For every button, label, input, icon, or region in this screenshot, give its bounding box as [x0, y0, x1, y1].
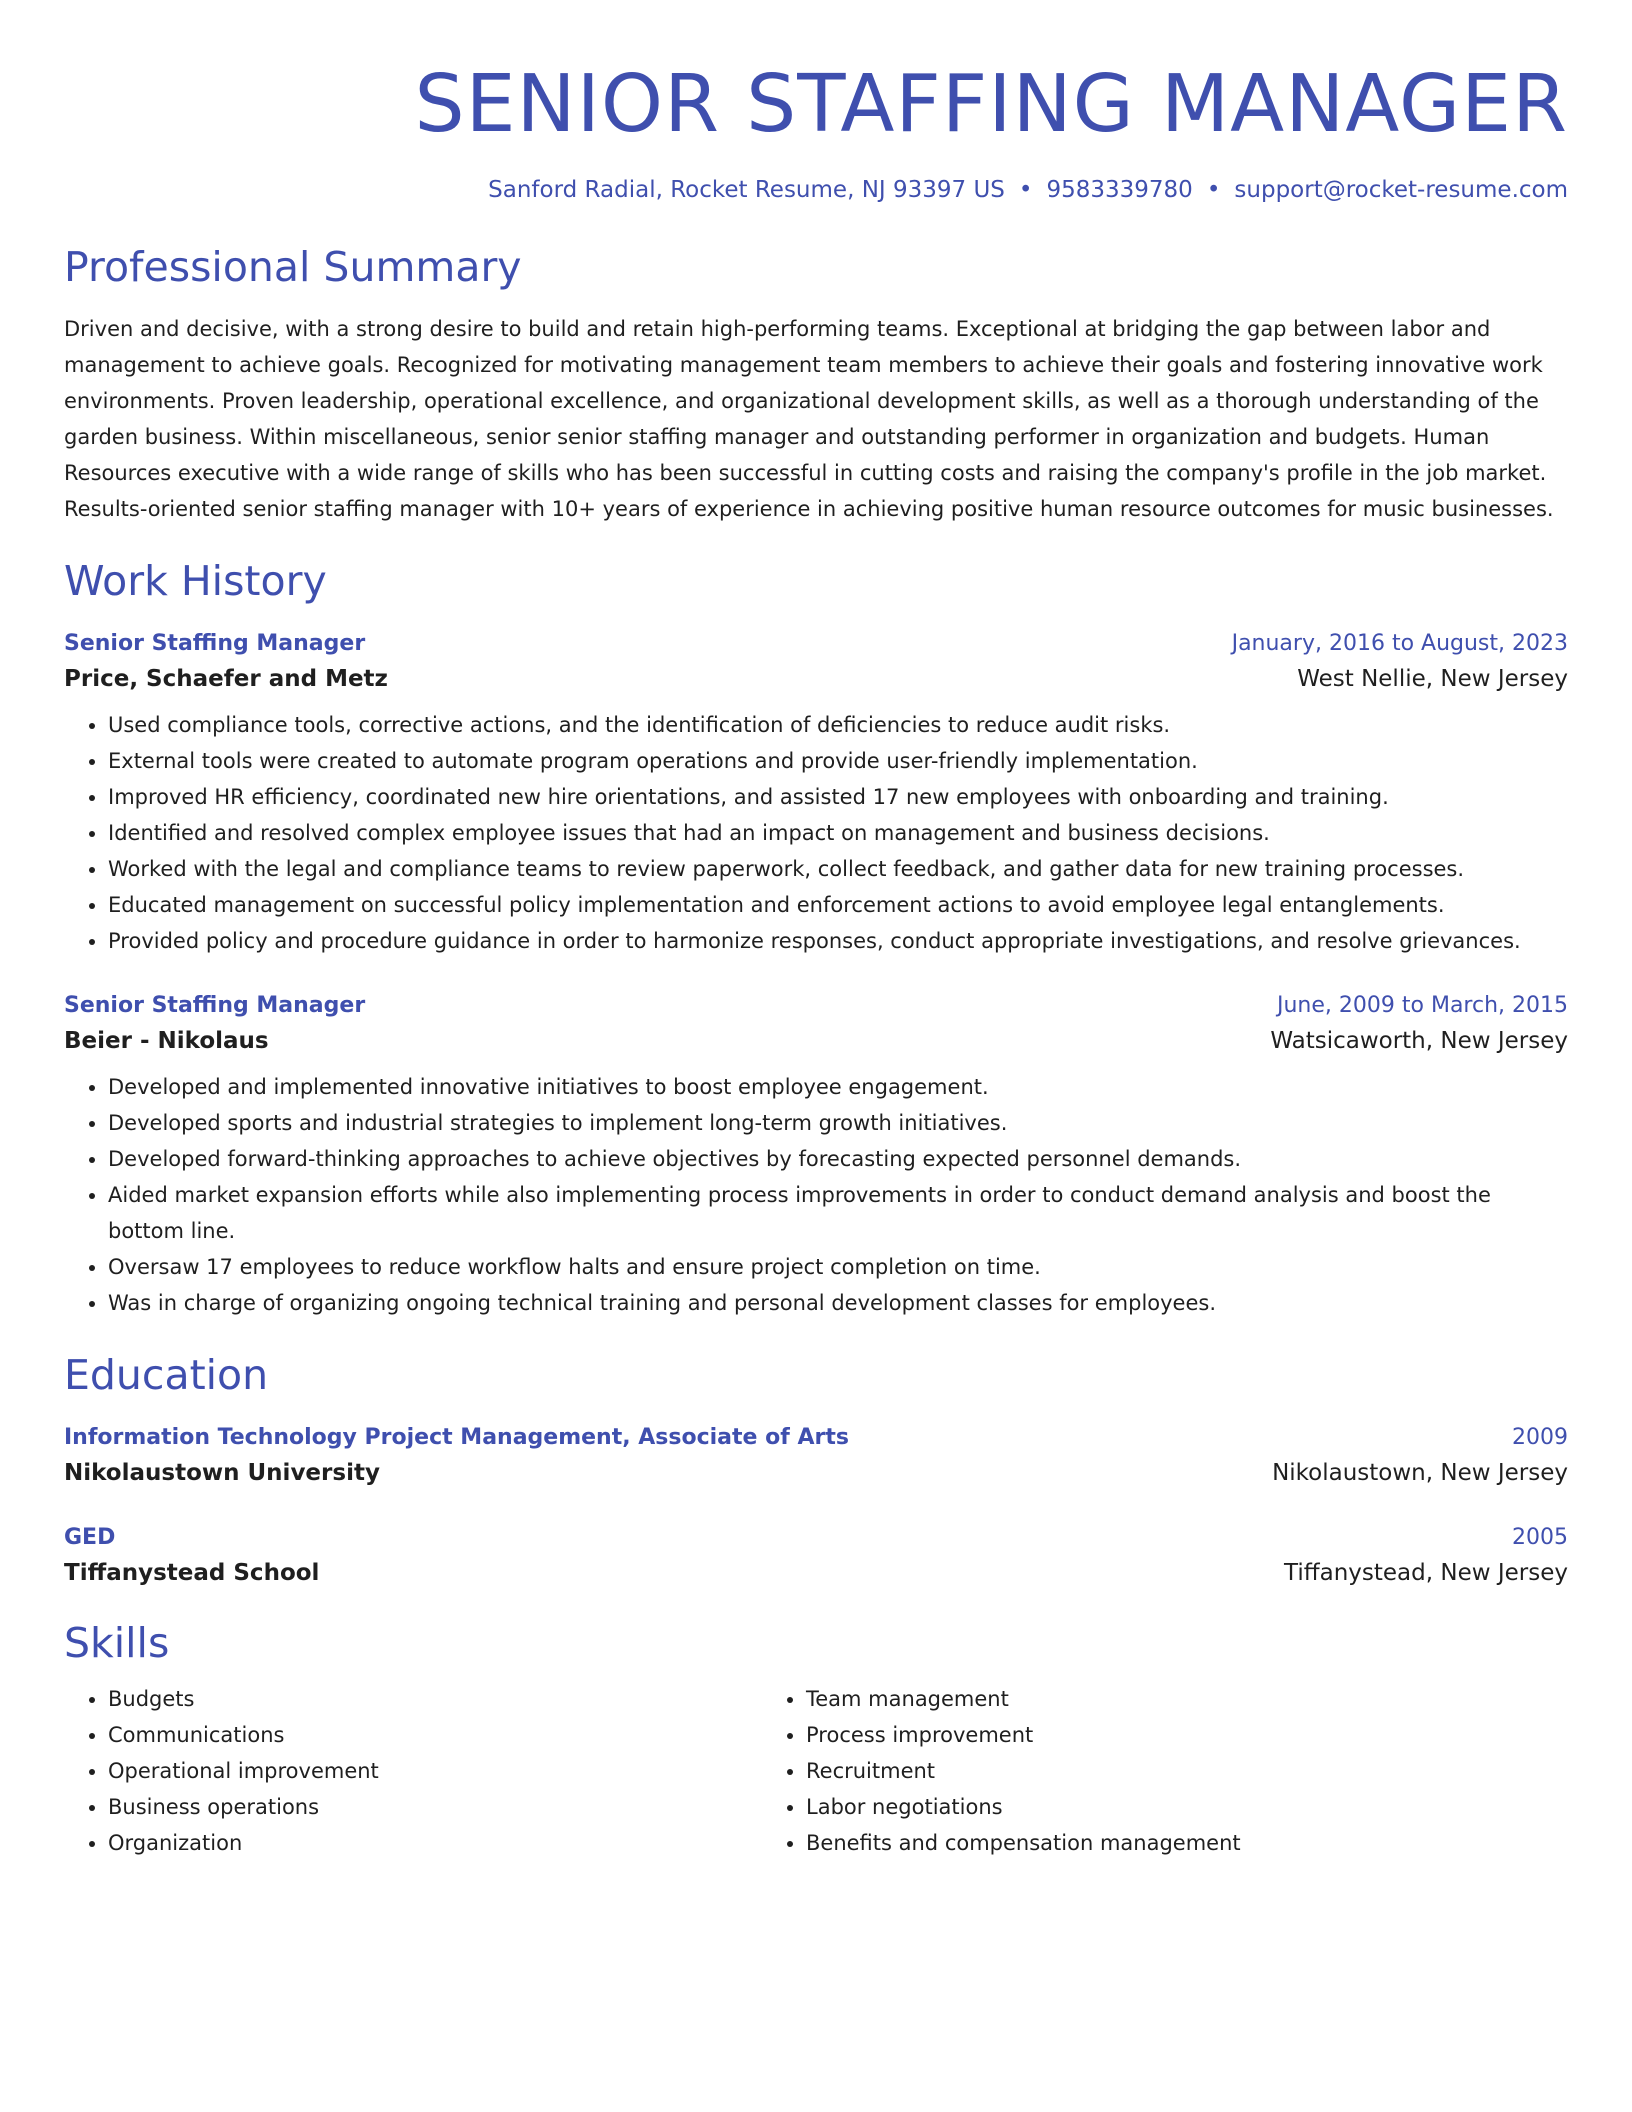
skill-item: • Benefits and compensation management [806, 1825, 1460, 1861]
skill-item: • Recruitment [806, 1753, 1460, 1789]
summary-heading: Professional Summary [64, 243, 522, 291]
job-company: Price, Schaefer and Metz [64, 666, 388, 692]
contact-separator: • [1206, 177, 1221, 203]
skill-item: • Labor negotiations [806, 1789, 1460, 1825]
job-company: Beier - Nikolaus [64, 1028, 269, 1054]
skill-item: • Budgets [108, 1681, 762, 1717]
skill-item: • Team management [806, 1681, 1460, 1717]
job-bullets [64, 1069, 1568, 1321]
education-heading: Education [64, 1351, 269, 1399]
education-school: Tiffanystead School [64, 1560, 320, 1586]
contact-line [64, 175, 1568, 205]
education-school: Nikolaustown University [64, 1460, 380, 1486]
skills-list-left [64, 1681, 762, 1861]
job-bullet: • Aided market expansion efforts while also implementing process improvements in order to conduct demand analysis and boost the bottom line. [108, 1177, 1568, 1249]
job-bullet: • Developed and implemented innovative initiatives to boost employee engagement. [108, 1069, 1568, 1105]
job-title: Senior Staffing Manager [64, 631, 366, 656]
job-location: Watsicaworth, New Jersey [1270, 1028, 1568, 1054]
job-bullet: • Identified and resolved complex employee issues that had an impact on management and business decisions. [108, 815, 1568, 851]
job-bullet: • Developed forward-thinking approaches to achieve objectives by forecasting expected personnel demands. [108, 1141, 1568, 1177]
skill-item: • Communications [108, 1717, 762, 1753]
education-entry [64, 1421, 1568, 1491]
job-location: West Nellie, New Jersey [1297, 666, 1568, 692]
job-bullet: • Worked with the legal and compliance teams to review paperwork, collect feedback, and gather data for new training processes. [108, 851, 1568, 887]
job-dates: January, 2016 to August, 2023 [1231, 631, 1568, 656]
contact-email: support@rocket-resume.com [1234, 177, 1568, 203]
contact-phone: 9583339780 [1046, 177, 1193, 203]
contact-separator: • [1018, 177, 1033, 203]
job-dates: June, 2009 to March, 2015 [1277, 993, 1568, 1018]
job-bullet: • Developed sports and industrial strategies to implement long-term growth initiatives. [108, 1105, 1568, 1141]
education-degree: Information Technology Project Management, Associate of Arts [64, 1425, 849, 1450]
contact-address: Sanford Radial, Rocket Resume, NJ 93397 US [488, 177, 1005, 203]
skills-columns [64, 1681, 1568, 1861]
job-bullet: • Was in charge of organizing ongoing technical training and personal development classes for employees. [108, 1285, 1568, 1321]
job-entry [64, 627, 1568, 959]
summary-text: Driven and decisive, with a strong desire to build and retain high-performing teams. Exceptional at bridging the gap between labor and management to achieve goals. Recognized for motivating management team members to achieve their goals and fostering innovative work environments. Proven leadership, operational excellence, and organizational development skills, as well as a thorough understanding of the garden business. Within miscellaneous, senior senior staffing manager and outstanding performer in organization and budgets. Human Resources executive with a wide range of skills who has been successful in cutting costs and raising the company's profile in the job market. Results-oriented senior staffing manager with 10+ years of experience in achieving positive human resource outcomes for music businesses. [64, 317, 1554, 521]
education-location: Nikolaustown, New Jersey [1272, 1460, 1568, 1486]
job-entry [64, 989, 1568, 1321]
work-history-heading: Work History [64, 557, 327, 605]
skills-list-right [762, 1681, 1460, 1861]
education-year: 2005 [1512, 1525, 1568, 1550]
education-year: 2009 [1512, 1425, 1568, 1450]
resume-page [64, 0, 1568, 1861]
job-bullet: • Provided policy and procedure guidance in order to harmonize responses, conduct appropriate investigations, and resolve grievances. [108, 923, 1568, 959]
candidate-name: SENIOR STAFFING MANAGER [414, 58, 1568, 150]
skill-item: • Organization [108, 1825, 762, 1861]
skill-item: • Business operations [108, 1789, 762, 1825]
job-bullet: • Improved HR efficiency, coordinated new hire orientations, and assisted 17 new employees with onboarding and training. [108, 779, 1568, 815]
job-bullet: • Educated management on successful policy implementation and enforcement actions to avoid employee legal entanglements. [108, 887, 1568, 923]
job-title: Senior Staffing Manager [64, 993, 366, 1018]
education-location: Tiffanystead, New Jersey [1284, 1560, 1568, 1586]
skills-heading: Skills [64, 1619, 170, 1667]
education-degree: GED [64, 1525, 116, 1550]
skill-item: • Operational improvement [108, 1753, 762, 1789]
job-bullet: • Used compliance tools, corrective actions, and the identification of deficiencies to reduce audit risks. [108, 707, 1568, 743]
job-bullet: • Oversaw 17 employees to reduce workflow halts and ensure project completion on time. [108, 1249, 1568, 1285]
job-bullets [64, 707, 1568, 959]
job-bullet: • External tools were created to automate program operations and provide user-friendly implementation. [108, 743, 1568, 779]
skill-item: • Process improvement [806, 1717, 1460, 1753]
education-entry [64, 1521, 1568, 1591]
